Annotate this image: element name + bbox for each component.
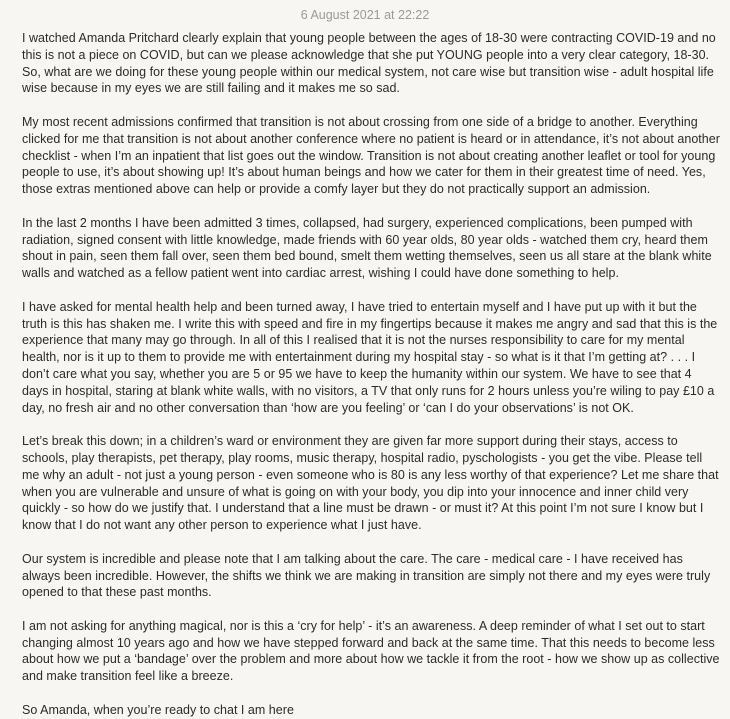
- note-paragraph: Let’s break this down; in a children’s ward or environment they are given far more support during their stays, access to schools, play therapists, pet therapy, play rooms, music therapy, hospital radio, pyschologists - you get the vibe. Please tell me why an adult - not just a young person - even someone who is 80 is any less worthy of that experience? Let me share that when you are vulnerable and unsure of what is going on with your body, you dip into your innocence and inner child very quickly - so how do we justify that. I understand that a line must be drawn - or must it? At this point I’m not sure I know but I know that I do not want any other person to experience what I just have.: [22, 434, 719, 533]
- note-paragraph: I am not asking for anything magical, nor is this a ‘cry for help’ - it’s an awareness. A deep reminder of what I set out to start changing almost 10 years ago and how we have stepped forward and back at the same time. That this needs to become less about how we put a ‘bandage’ over the problem and more about how we tackle it from the root - how we show up as collective and make transition feel like a breeze.: [22, 618, 720, 684]
- note-timestamp: 6 August 2021 at 22:22: [300, 8, 430, 22]
- note-paragraph: So Amanda, when you’re ready to chat I am here: [22, 702, 294, 717]
- note-paragraph: I have asked for mental health help and been turned away, I have tried to entertain myself and I have put up with it but the truth is this has shaken me. I write this with speed and fire in my fingertips because it makes me angry and sad that this is the experience that many may go through. In all of this I realised that it is not the nurses responsibility to care for my mental health, nor is it up to them to provide me with entertainment during my hospital stay - so what is it that I’m getting at? . . . I don’t care what you say, whether you are 5 or 95 we have to keep the humanity within our system. We have to see that 4 days in hospital, staring at blank white walls, with no visitors, a TV that only runs for 2 hours unless you’re wiling to pay £10 a day, no fresh air and no other conversation than ‘how are you feeling’ or ‘can I do your observations’ is not OK.: [22, 299, 718, 415]
- note-paragraph: My most recent admissions confirmed that transition is not about crossing from one side of a bridge to another. Everything clicked for me that transition is not about another conference where no patient is heard or in attendance, it’s not about another checklist - when I’m an inpatient that list goes out the window. Transition is not about creating another leaflet or tool for young people to use, it’s about showing up! It’s about human beings and how we cater for them in their greatest time of need. Yes, those extras mentioned above can help or provide a comfy layer but they do not practically support an admission.: [22, 114, 720, 197]
- note-paragraph: Our system is incredible and please note that I am talking about the care. The care - medical care - I have received has always been incredible. However, the shifts we think we are making in transition are simply not there and my eyes were truly opened to that these past months.: [22, 551, 711, 600]
- note-paragraph: I watched Amanda Pritchard clearly explain that young people between the ages of 18-30 were contracting COVID-19 and no this is not a piece on COVID, but can we please acknowledge that she put YOUNG people into a very clear category, 18-30. So, what are we doing for these young people within our medical system, not care wise but transition wise - adult hospital life wise because in my eyes we are still failing and it makes me so sad.: [22, 31, 716, 96]
- note-paragraph: In the last 2 months I have been admitted 3 times, collapsed, had surgery, experienced complications, been pumped with radiation, signed consent with little knowledge, made friends with 60 year olds, 80 year olds - watched them cry, heard them shout in pain, seen them fall over, seen them bed bound, smelt them wetting themselves, seen us all stare at the blank white walls and watched as a fellow patient went into cardiac arrest, wishing I could have done something to help.: [22, 215, 712, 281]
- note-body[interactable]: [22, 30, 720, 719]
